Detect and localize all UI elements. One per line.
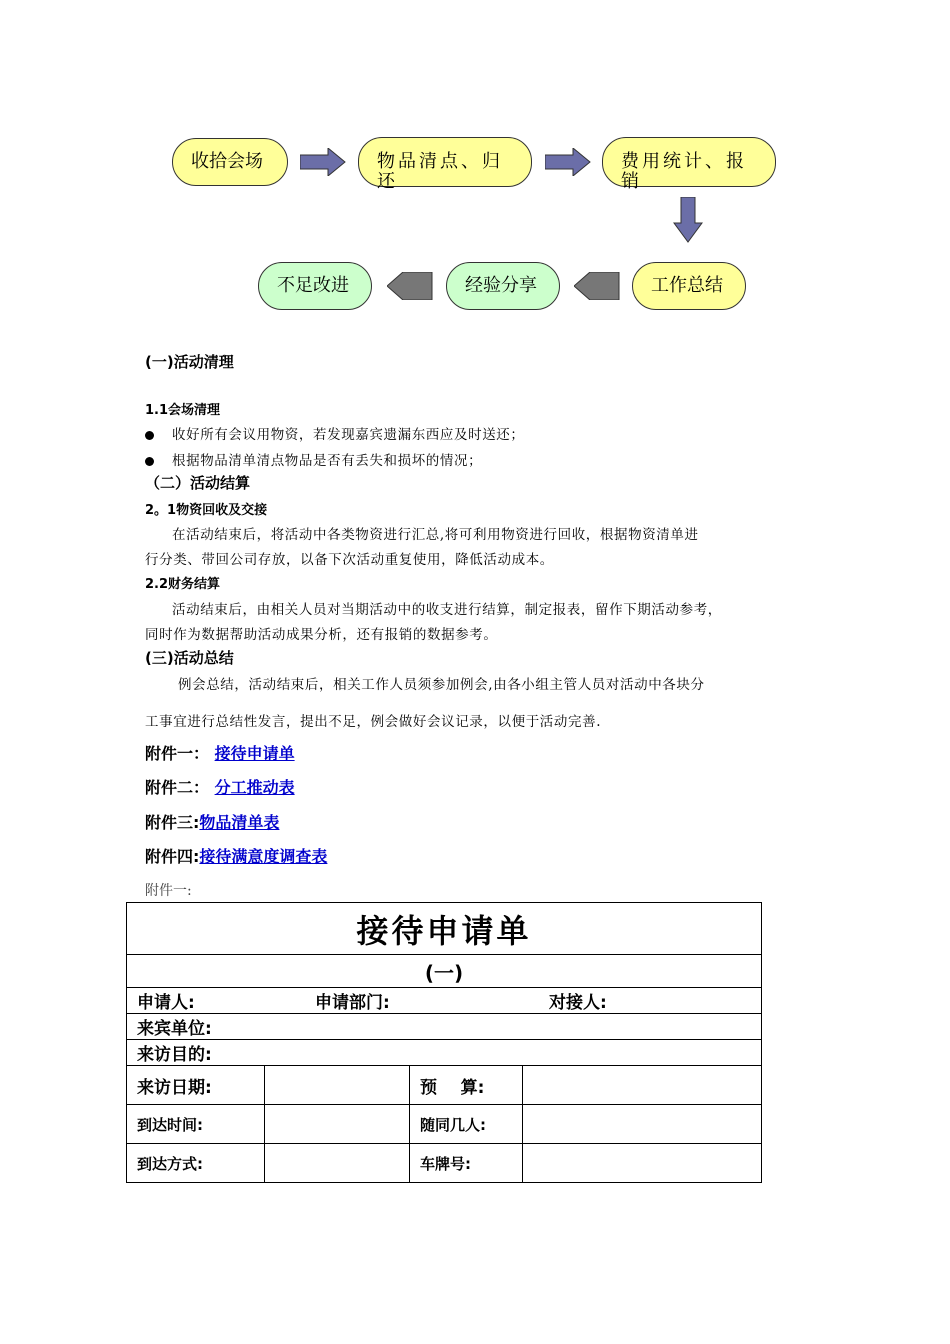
paragraph-line: 在活动结束后，将活动中各类物资进行汇总,将可利用物资进行回收，根据物资清单进 [172,527,699,543]
paragraph-line: 行分类、带回公司存放，以备下次活动重复使用，降低活动成本。 [145,552,554,568]
receiver-label: 对接人: [549,993,607,1013]
flow-box-expense-report [602,137,776,192]
attachment-link-item-list[interactable]: 物品清单表 [199,813,280,832]
section-title-cleanup: (一)活动清理 [145,353,234,371]
paragraph-line: 例会总结，活动结束后，相关工作人员须参加例会,由各小组主管人员对活动中各块分 [178,677,705,693]
form-subtitle: (一) [127,955,762,988]
flow-box-improvement [258,262,372,310]
attachment-2: 附件二： 分工推动表 [145,778,295,797]
form-title: 接待申请单 [127,903,762,955]
attachment-3: 附件三:物品清单表 [145,813,280,832]
attachment-1: 附件一： 接待申请单 [145,744,295,763]
budget-field[interactable] [523,1066,762,1105]
down-arrow-icon [673,197,703,243]
form-row-visitor-unit: 来宾单位: [127,1014,762,1040]
subsection-title-venue: 1.1会场清理 [145,403,221,418]
attachment-link-reception-form[interactable]: 接待申请单 [214,744,295,763]
left-chevron-icon [387,272,433,300]
budget-label: 预 算: [410,1066,523,1105]
attachment-4: 附件四:接待满意度调查表 [145,847,328,866]
bullet-item: 根据物品清单清点物品是否有丢失和损坏的情况； [145,449,482,469]
attachment-link-satisfaction-survey[interactable]: 接待满意度调查表 [199,847,328,866]
flow-box-work-summary [632,262,746,310]
flow-label: 经验分享 [465,275,537,296]
visit-date-field[interactable] [265,1066,410,1105]
subsection-title-finance: 2.2财务结算 [145,577,221,592]
department-label: 申请部门: [315,993,390,1013]
flow-label: 费用统计、报销 [621,151,747,192]
paragraph-line: 同时作为数据帮助活动成果分析，还有报销的数据参考。 [145,627,498,643]
section-title-settlement: （二）活动结算 [145,474,251,492]
attachment-caption: 附件一: [145,883,192,899]
bullet-icon [145,431,154,440]
right-arrow-icon [545,148,591,176]
form-row-applicant [127,988,762,1014]
right-arrow-icon [300,148,346,176]
arrival-time-field[interactable] [265,1105,410,1144]
applicant-label: 申请人: [137,993,195,1013]
bullet-icon [145,457,154,466]
reception-request-form [126,902,762,1183]
bullet-item: 收好所有会议用物资，若发现嘉宾遗漏东西应及时送还； [145,423,525,443]
attachment-link-division-table[interactable]: 分工推动表 [214,778,295,797]
left-chevron-icon [574,272,620,300]
subsection-title-materials: 2。1物资回收及交接 [145,503,268,518]
flow-label: 不足改进 [277,275,349,296]
section-title-summary: (三)活动总结 [145,649,234,667]
form-row-visit-purpose: 来访目的: [127,1040,762,1066]
plate-label: 车牌号: [410,1144,523,1183]
plate-field[interactable] [523,1144,762,1183]
flow-box-experience-sharing [446,262,560,310]
arrival-time-label: 到达时间: [127,1105,265,1144]
arrival-mode-field[interactable] [265,1144,410,1183]
visit-date-label: 来访日期: [127,1066,265,1105]
paragraph-line: 活动结束后，由相关人员对当期活动中的收支进行结算，制定报表，留作下期活动参考， [172,602,722,618]
flow-label: 物品清点、归还 [377,151,503,192]
paragraph-line: 工事宜进行总结性发言，提出不足，例会做好会议记录，以便于活动完善. [145,714,602,730]
arrival-mode-label: 到达方式: [127,1144,265,1183]
flow-label: 工作总结 [651,275,723,296]
flow-label: 收拾会场 [191,151,263,172]
flow-box-clear-venue [172,138,288,186]
companions-field[interactable] [523,1105,762,1144]
companions-label: 随同几人: [410,1105,523,1144]
flow-box-count-items [358,137,532,192]
